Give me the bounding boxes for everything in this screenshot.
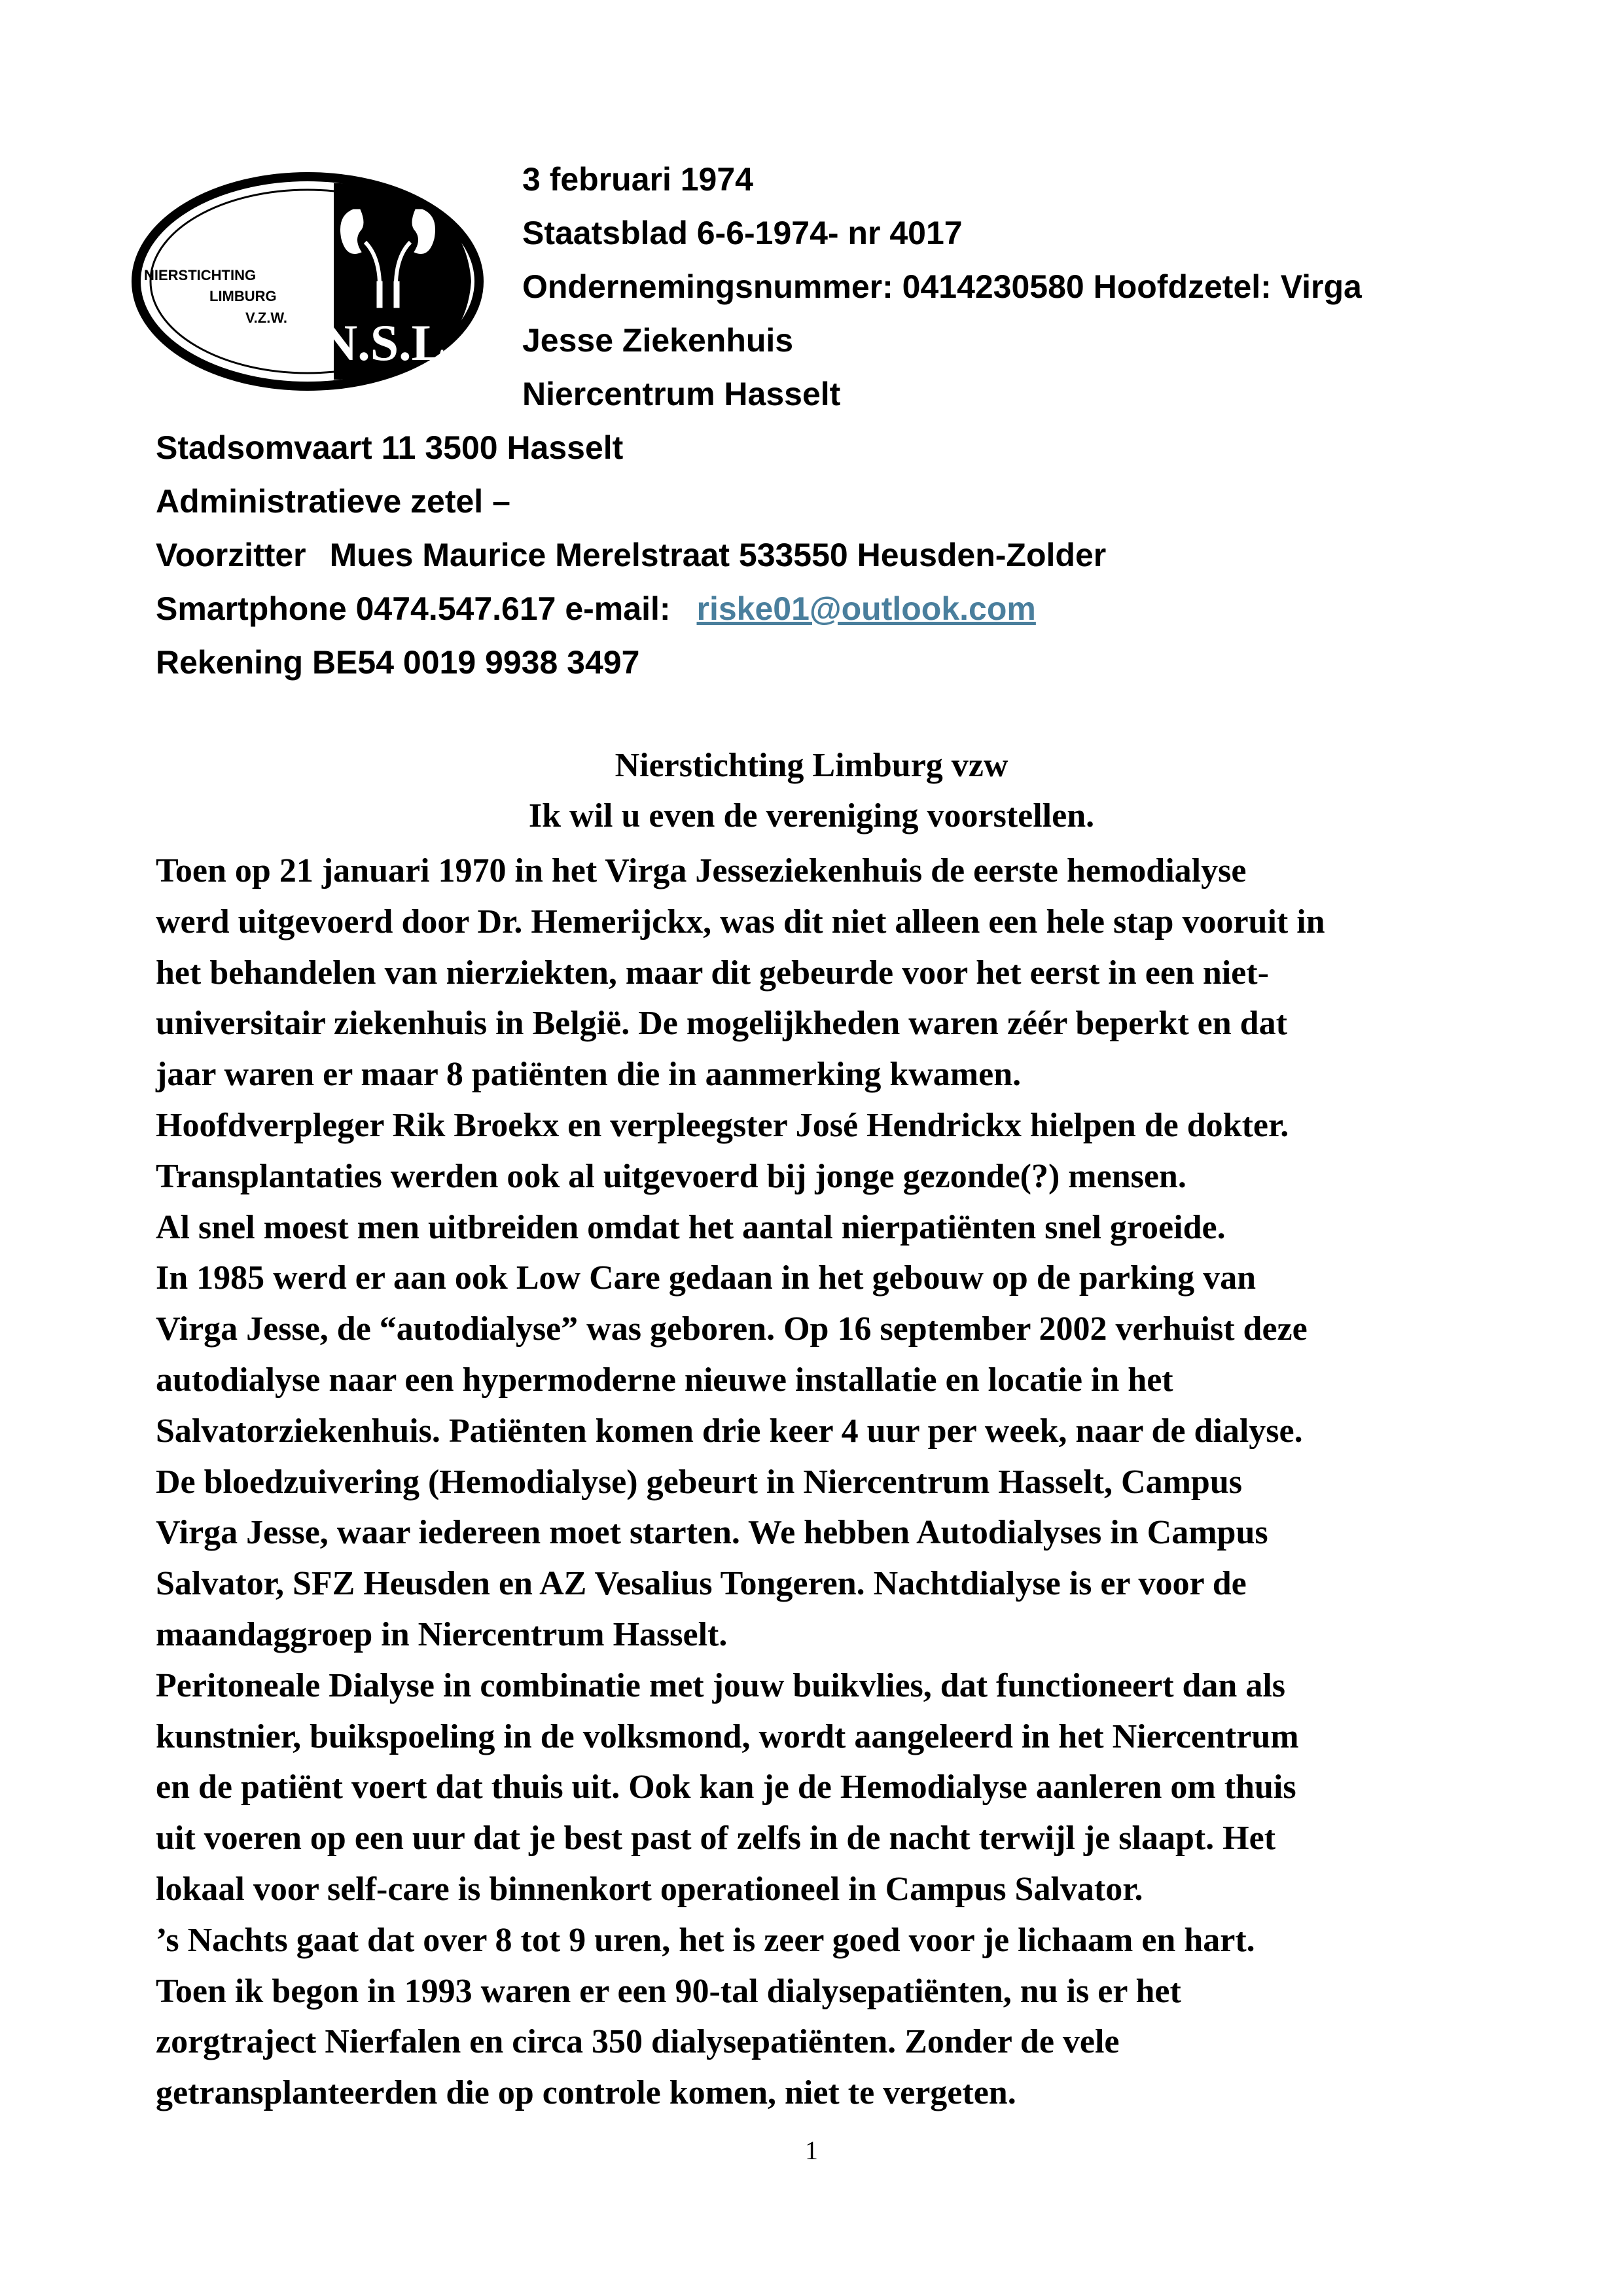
- chairman-value: Mues Maurice Merelstraat 533550 Heusden-Zolder: [329, 537, 1107, 573]
- body-line: Salvator, SFZ Heusden en AZ Vesalius Tongeren. Nachtdialyse is er voor de: [156, 1565, 1247, 1603]
- body-text: [156, 846, 1517, 2119]
- founding-date: 3 februari 1974: [522, 161, 753, 198]
- admin-seat: Administratieve zetel –: [156, 483, 510, 520]
- body-line: Peritoneale Dialyse in combinatie met jouw buikvlies, dat functioneert dan als: [156, 1666, 1286, 1704]
- document-subtitle: Ik wil u even de vereniging voorstellen.: [528, 797, 1095, 834]
- body-line: Salvatorziekenhuis. Patiënten komen drie keer 4 uur per week, naar de dialyse.: [156, 1412, 1303, 1450]
- logo-line-1: NIERSTICHTING: [144, 267, 257, 283]
- body-line: jaar waren er maar 8 patiënten die in aanmerking kwamen.: [156, 1056, 1022, 1094]
- bank-account: Rekening BE54 0019 9938 3497: [156, 644, 640, 681]
- body-line: De bloedzuivering (Hemodialyse) gebeurt in Niercentrum Hasselt, Campus: [156, 1463, 1242, 1501]
- body-line: werd uitgevoerd door Dr. Hemerijckx, was dit niet alleen een hele stap vooruit in: [156, 903, 1325, 941]
- contact-line: [156, 589, 1036, 628]
- body-line: het behandelen van nierziekten, maar dit gebeurde voor het eerst in een niet-: [156, 954, 1269, 992]
- body-line: ’s Nachts gaat dat over 8 tot 9 uren, het is zeer goed voor je lichaam en hart.: [156, 1921, 1255, 1959]
- body-line: uit voeren op een uur dat je best past of zelfs in de nacht terwijl je slaapt. Het: [156, 1820, 1276, 1857]
- company-number: Ondernemingsnummer: 0414230580 Hoofdzetel: Virga: [522, 268, 1362, 305]
- body-line: Hoofdverpleger Rik Broekx en verpleegster José Hendrickx hielpen de dokter.: [156, 1106, 1289, 1144]
- body-line: Transplantaties werden ook al uitgevoerd bij jonge gezonde(?) mensen.: [156, 1157, 1186, 1195]
- company-number-cont: Jesse Ziekenhuis: [522, 322, 794, 359]
- chairman-label: Voorzitter: [156, 537, 306, 573]
- chairman-line: [156, 535, 1106, 575]
- staatsblad: Staatsblad 6-6-1974- nr 4017: [522, 215, 963, 251]
- body-line: Toen op 21 januari 1970 in het Virga Jesseziekenhuis de eerste hemodialyse: [156, 852, 1247, 889]
- smartphone: Smartphone 0474.547.617 e-mail:: [156, 590, 671, 627]
- body-line: kunstnier, buikspoeling in de volksmond, wordt aangeleerd in het Niercentrum: [156, 1717, 1299, 1755]
- logo-line-3: V.Z.W.: [245, 310, 287, 326]
- body-line: maandaggroep in Niercentrum Hasselt.: [156, 1615, 728, 1653]
- body-line: Al snel moest men uitbreiden omdat het aantal nierpatiënten snel groeide.: [156, 1208, 1226, 1246]
- body-line: Virga Jesse, de “autodialyse” was geboren. Op 16 september 2002 verhuist deze: [156, 1310, 1308, 1348]
- body-line: autodialyse naar een hypermoderne nieuwe installatie en locatie in het: [156, 1361, 1173, 1399]
- body-line: Virga Jesse, waar iedereen moet starten. We hebben Autodialyses in Campus: [156, 1514, 1268, 1552]
- logo-line-2: LIMBURG: [209, 288, 277, 304]
- email-link[interactable]: riske01@outlook.com: [696, 590, 1036, 627]
- nsl-logo: [124, 164, 491, 399]
- body-line: zorgtraject Nierfalen en circa 350 dialysepatiënten. Zonder de vele: [156, 2023, 1120, 2061]
- body-line: lokaal voor self-care is binnenkort operationeel in Campus Salvator.: [156, 1870, 1143, 1908]
- logo-nsl-text: N.S.L.: [320, 314, 459, 371]
- document-title: Nierstichting Limburg vzw: [615, 747, 1008, 784]
- body-line: universitair ziekenhuis in België. De mogelijkheden waren zéér beperkt en dat: [156, 1005, 1287, 1043]
- body-line: Toen ik begon in 1993 waren er een 90-tal dialysepatiënten, nu is er het: [156, 1972, 1181, 2010]
- body-line: In 1985 werd er aan ook Low Care gedaan in het gebouw op de parking van: [156, 1259, 1257, 1297]
- niercentrum: Niercentrum Hasselt: [522, 376, 841, 412]
- page-number: 1: [805, 2136, 818, 2165]
- address: Stadsomvaart 11 3500 Hasselt: [156, 429, 624, 466]
- body-line: getransplanteerden die op controle komen, niet te vergeten.: [156, 2074, 1016, 2112]
- body-line: en de patiënt voert dat thuis uit. Ook kan je de Hemodialyse aanleren om thuis: [156, 1768, 1296, 1806]
